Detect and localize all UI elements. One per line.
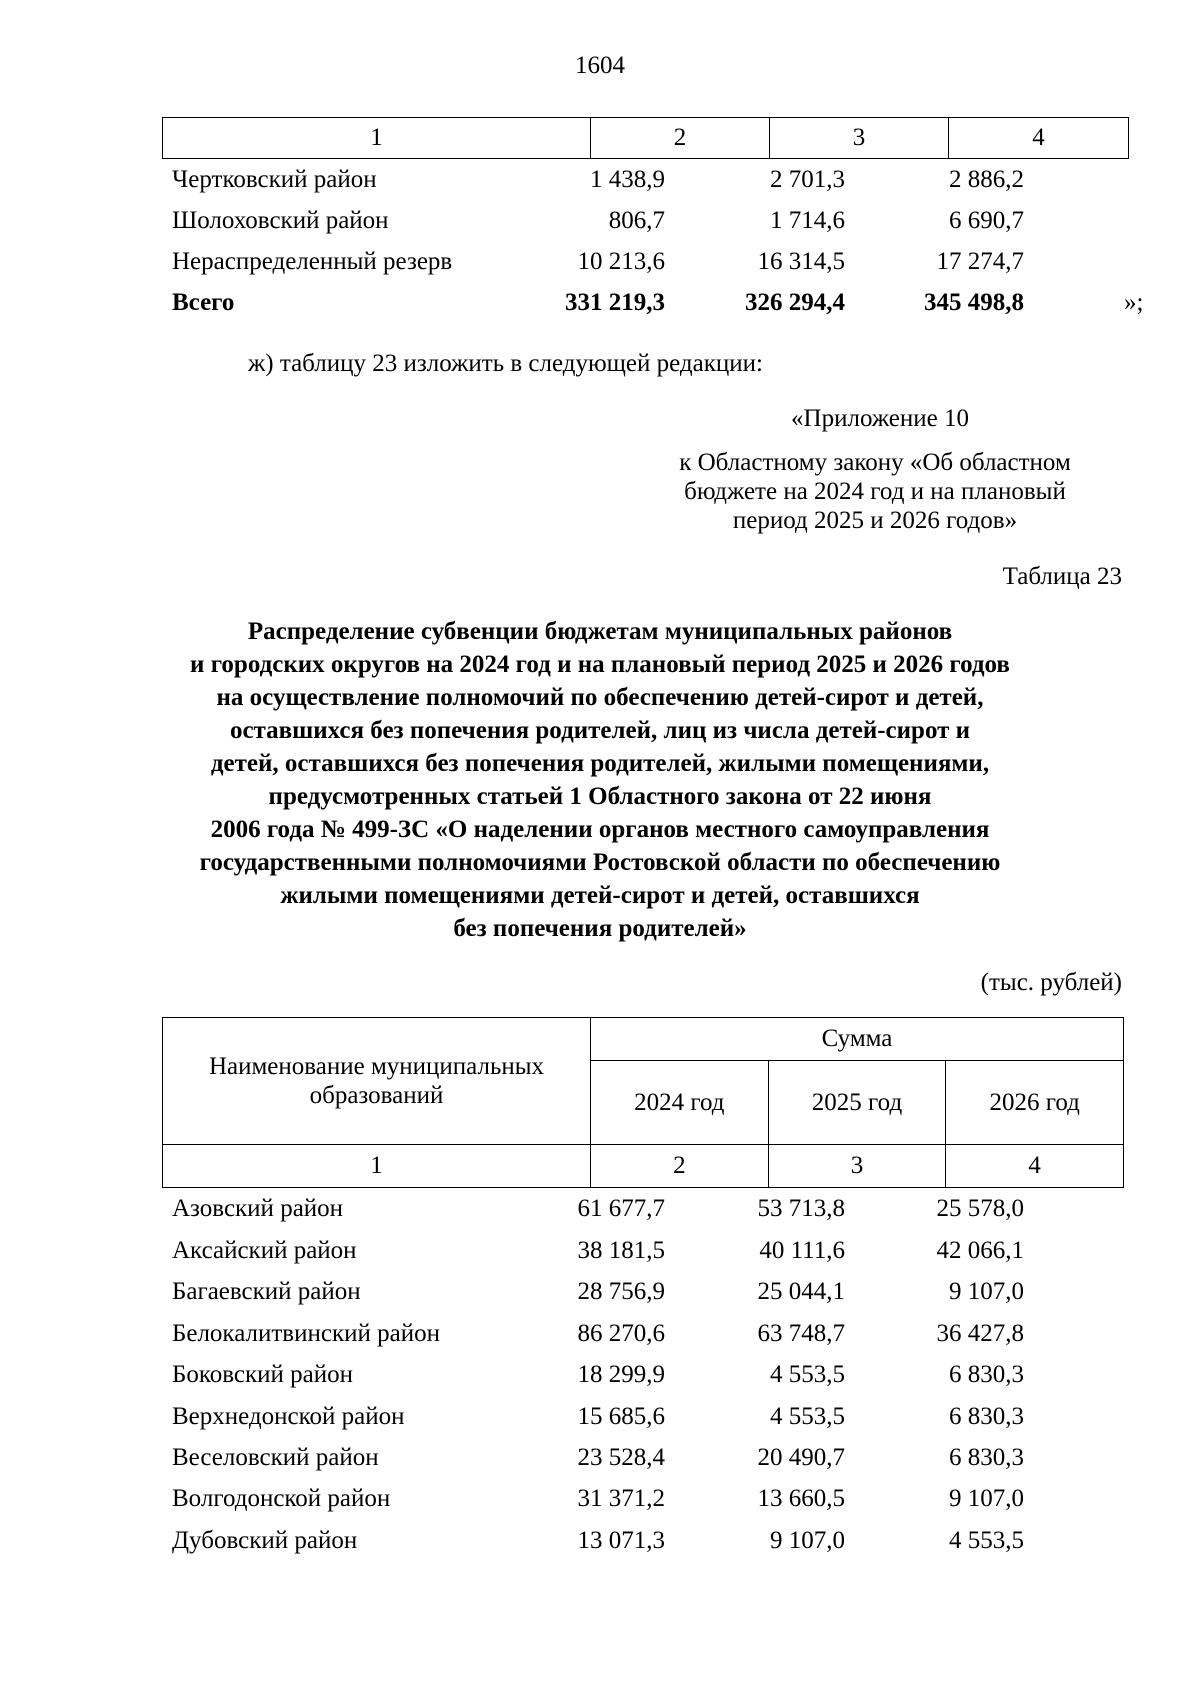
heading-line: 2006 года № 499-ЗС «О наделении органов местного самоуправления [210, 816, 990, 843]
heading-line: на осуществление полномочий по обеспечению детей-сирот и детей, [216, 684, 984, 711]
total-row [172, 289, 1144, 329]
row-value-2025: 20 490,7 [757, 1444, 845, 1471]
row-name: Волгодонской район [172, 1485, 391, 1512]
row-name: Азовский район [172, 1195, 344, 1222]
table-row [172, 1403, 1122, 1443]
col-number-2: 2 [591, 1145, 769, 1188]
row-value-2026: 2 886,2 [949, 166, 1024, 193]
amendment-text: ж) таблицу 23 изложить в следующей редакции: [248, 350, 763, 377]
table-heading [0, 615, 1200, 945]
top-table-column-numbers [162, 117, 1129, 159]
row-name: Чертковский район [172, 166, 377, 193]
table-row [172, 1527, 1122, 1567]
table-row [172, 1485, 1122, 1525]
col-number-2: 2 [591, 118, 770, 159]
row-value-2024: 10 213,6 [577, 248, 665, 275]
table-row [172, 1237, 1122, 1277]
total-value-2024: 331 219,3 [565, 289, 665, 316]
row-value-2024: 23 528,4 [577, 1444, 665, 1471]
row-name: Аксайский район [172, 1237, 357, 1264]
row-value-2025: 2 701,3 [770, 166, 845, 193]
annex-reference [640, 404, 1110, 535]
row-value-2026: 4 553,5 [949, 1527, 1024, 1554]
row-value-2026: 6 830,3 [949, 1403, 1024, 1430]
header-name-cell [163, 1018, 591, 1145]
row-value-2026: 42 066,1 [936, 1237, 1024, 1264]
row-value-2024: 18 299,9 [577, 1361, 665, 1388]
table-row [172, 1444, 1122, 1484]
header-year-2026: 2026 год [946, 1061, 1124, 1145]
row-value-2025: 4 553,5 [770, 1361, 845, 1388]
annex-line: к Областному закону «Об областном [679, 449, 1071, 476]
row-value-2024: 13 071,3 [577, 1527, 665, 1554]
header-sum: Сумма [591, 1018, 1124, 1061]
heading-line: без попечения родителей» [453, 915, 747, 942]
main-table-header [162, 1017, 1124, 1188]
row-value-2025: 63 748,7 [757, 1320, 845, 1347]
row-value-2024: 31 371,2 [577, 1485, 665, 1512]
row-value-2025: 40 111,6 [759, 1237, 845, 1264]
row-value-2026: 6 830,3 [949, 1361, 1024, 1388]
page-number: 1604 [575, 52, 625, 79]
row-value-2024: 806,7 [608, 207, 665, 234]
heading-line: предусмотренных статьей 1 Областного закона от 22 июня [268, 783, 932, 810]
total-value-2026: 345 498,8 [924, 289, 1024, 316]
row-value-2026: 25 578,0 [936, 1195, 1024, 1222]
row-name: Веселовский район [172, 1444, 379, 1471]
row-value-2024: 1 438,9 [590, 166, 665, 193]
table-row [172, 248, 1122, 288]
row-value-2025: 4 553,5 [770, 1403, 845, 1430]
total-value-2025: 326 294,4 [745, 289, 845, 316]
col-number-3: 3 [768, 1145, 946, 1188]
table-row [172, 1320, 1122, 1360]
col-number-3: 3 [770, 118, 949, 159]
heading-line: оставшихся без попечения родителей, лиц из числа детей-сирот и [229, 717, 971, 744]
header-year-2025: 2025 год [768, 1061, 946, 1145]
table-row [172, 1361, 1122, 1401]
total-label: Всего [172, 289, 235, 316]
units-label: (тыс. рублей) [980, 969, 1122, 996]
row-value-2026: 17 274,7 [936, 248, 1024, 275]
row-value-2026: 6 690,7 [949, 207, 1024, 234]
table-row [172, 1278, 1122, 1318]
row-value-2025: 9 107,0 [770, 1527, 845, 1554]
table-label: Таблица 23 [1002, 563, 1122, 590]
row-value-2025: 16 314,5 [757, 248, 845, 275]
row-value-2025: 53 713,8 [757, 1195, 845, 1222]
col-number-1: 1 [163, 118, 591, 159]
row-value-2026: 36 427,8 [936, 1320, 1024, 1347]
row-value-2025: 1 714,6 [770, 207, 845, 234]
annex-line: период 2025 и 2026 годов» [732, 507, 1018, 534]
row-value-2024: 86 270,6 [577, 1320, 665, 1347]
row-value-2026: 9 107,0 [949, 1485, 1024, 1512]
row-value-2026: 9 107,0 [949, 1278, 1024, 1305]
col-number-4: 4 [946, 1145, 1124, 1188]
row-name: Шолоховский район [172, 207, 389, 234]
header-year-2024: 2024 год [591, 1061, 769, 1145]
heading-line: и городских округов на 2024 год и на плановый период 2025 и 2026 годов [190, 651, 1010, 678]
row-name: Верхнедонской район [172, 1403, 405, 1430]
row-value-2024: 15 685,6 [577, 1403, 665, 1430]
annex-title: «Приложение 10 [791, 405, 969, 432]
table-row [172, 207, 1122, 247]
col-number-1: 1 [163, 1145, 591, 1188]
row-value-2024: 28 756,9 [577, 1278, 665, 1305]
row-name: Боковский район [172, 1361, 353, 1388]
col-number-4: 4 [949, 118, 1129, 159]
row-value-2024: 61 677,7 [577, 1195, 665, 1222]
row-name: Багаевский район [172, 1278, 361, 1305]
row-name: Нераспределенный резерв [172, 248, 453, 275]
heading-line: Распределение субвенции бюджетам муниципальных районов [247, 618, 953, 645]
row-value-2025: 13 660,5 [757, 1485, 845, 1512]
row-name: Дубовский район [172, 1527, 358, 1554]
heading-line: государственными полномочиями Ростовской области по обеспечению [199, 849, 1001, 876]
annex-line: бюджете на 2024 год и на плановый [684, 478, 1066, 505]
header-name-line: Наименование муниципальных [208, 1053, 545, 1080]
row-value-2024: 38 181,5 [577, 1237, 665, 1264]
closing-quote: »; [1124, 289, 1144, 316]
heading-line: детей, оставшихся без попечения родителей, жилыми помещениями, [210, 750, 990, 777]
row-value-2026: 6 830,3 [949, 1444, 1024, 1471]
header-name-line: образований [309, 1082, 444, 1109]
heading-line: жилыми помещениями детей-сирот и детей, оставшихся [280, 882, 920, 909]
row-value-2025: 25 044,1 [757, 1278, 845, 1305]
row-name: Белокалитвинский район [172, 1320, 440, 1347]
table-row [172, 1195, 1122, 1235]
table-row [172, 166, 1122, 206]
